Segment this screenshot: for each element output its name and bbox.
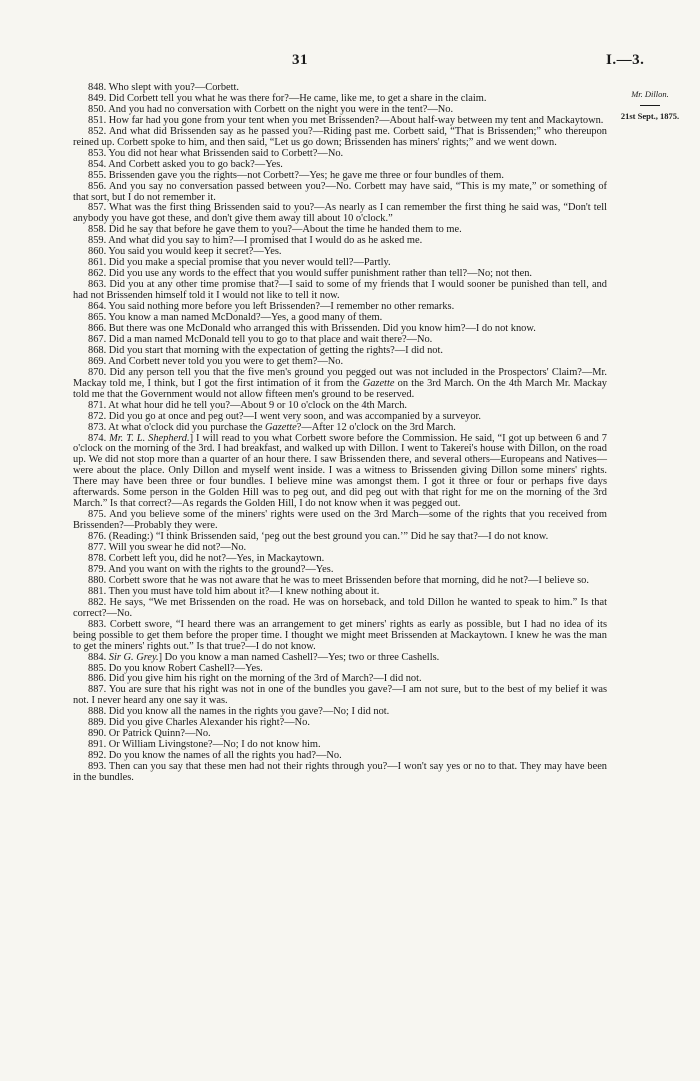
question-answer: 879. And you want on with the rights to the ground?—Yes.: [88, 563, 334, 575]
question-answer: 875. And you believe some of the miners' rights were used on the 3rd March—some of the rights that you received from Brissenden?—Probably they were.: [73, 509, 607, 532]
question-answer: 890. Or Patrick Quinn?—No.: [88, 728, 211, 740]
question-answer: 881. Then you must have told him about it?—I knew nothing about it.: [88, 585, 380, 597]
question-answer: 852. And what did Brissenden say as he passed you?—Riding past me. Corbett said, “That is Brissenden;” who thereupon reined up. Corbett spoke to him, and then said, “Let us go down; Brissenden has miners' rights;” and we went down.: [73, 125, 607, 148]
question-answer: 880. Corbett swore that he was not aware that he was to meet Brissenden before that morning, did he not?—I believe so.: [88, 574, 589, 586]
question-answer: 888. Did you know all the names in the rights you gave?—No; I did not.: [88, 706, 390, 718]
question-answer: 873. At what o'clock did you purchase the Gazette?—After 12 o'clock on the 3rd March.: [88, 421, 456, 433]
margin-rule: [640, 105, 660, 106]
question-answer: 850. And you had no conversation with Corbett on the night you were in the tent?—No.: [88, 103, 454, 115]
question-answer: 856. And you say no conversation passed between you?—No. Corbett may have said, “This is my mate,” or something of that sort, but I do not remember it.: [73, 180, 607, 203]
margin-note: [614, 89, 686, 122]
question-answer: 877. Will you swear he did not?—No.: [88, 542, 247, 554]
question-answer: 854. And Corbett asked you to go back?—Yes.: [88, 158, 283, 170]
minutes-of-evidence: [73, 83, 607, 784]
question-answer: 859. And what did you say to him?—I promised that I would do as he asked me.: [88, 235, 423, 247]
paper-reference: I.—3.: [606, 52, 645, 68]
question-answer: 871. At what hour did he tell you?—About 9 or 10 o'clock on the 4th March.: [88, 399, 408, 411]
question-answer: 885. Do you know Robert Cashell?—Yes.: [88, 662, 263, 674]
question-answer: 893. Then can you say that these men had not their rights through you?—I won't say yes or no to that. They may have been in the bundles.: [73, 761, 607, 784]
question-answer: 865. You know a man named McDonald?—Yes, a good many of them.: [88, 312, 383, 324]
question-answer: 862. Did you use any words to the effect that you would suffer punishment rather than tell?—No; not then.: [88, 268, 533, 280]
question-answer: 863. Did you at any other time promise that?—I said to some of my friends that I would sooner be punished than tell, and had not Brissenden himself told it I would not like to tell it now.: [73, 279, 607, 302]
question-answer: 858. Did he say that before he gave them to you?—About the time he handed them to me.: [88, 224, 462, 236]
question-answer: 860. You said you would keep it secret?—Yes.: [88, 246, 282, 258]
question-answer: 886. Did you give him his right on the morning of the 3rd of March?—I did not.: [88, 673, 422, 685]
question-answer: 884. Sir G. Grey.] Do you know a man named Cashell?—Yes; two or three Cashells.: [88, 651, 440, 663]
question-answer: 889. Did you give Charles Alexander his right?—No.: [88, 717, 310, 729]
question-answer: 861. Did you make a special promise that you never would tell?—Partly.: [88, 257, 391, 269]
question-answer: 851. How far had you gone from your tent when you met Brissenden?—About half-way between my tent and Mackaytown.: [88, 114, 604, 126]
question-answer: 878. Corbett left you, did he not?—Yes, in Mackaytown.: [88, 552, 325, 564]
question-answer: 883. Corbett swore, “I heard there was an arrangement to get miners' rights as early as possible, but I had no idea of its being possible to get them before the proper time. I thought we might meet Brissenden at Mackaytown. I knew he was the man to get the miners' rights out.” Is that true?—I do not know.: [73, 618, 607, 652]
evidence-date: 21st Sept., 1875.: [620, 111, 680, 121]
question-answer: 853. You did not hear what Brissenden said to Corbett?—No.: [88, 147, 344, 159]
question-answer: 891. Or William Livingstone?—No; I do not know him.: [88, 739, 321, 751]
question-answer: 849. Did Corbett tell you what he was there for?—He came, like me, to get a share in the claim.: [88, 92, 487, 104]
question-answer: 876. (Reading:) “I think Brissenden said, ‘peg out the best ground you can.’” Did he say that?—I do not know.: [88, 531, 549, 543]
witness-name: Mr. Dillon.: [631, 89, 669, 99]
question-answer: 870. Did any person tell you that the five men's ground you pegged out was not included in the Prospectors' Claim?—Mr. Mackay told me, I think, but I got the first intimation of it from the Gazette on the 3rd March. On the 4th March Mr. Mackay told me that the Government would not allow fifteen men's ground to be reserved.: [73, 366, 607, 400]
page-header: [0, 52, 700, 70]
page-number: 31: [292, 52, 308, 68]
question-answer: 857. What was the first thing Brissenden said to you?—As nearly as I can remember the first thing he said was, “Don't tell anybody you have got these, and don't give them away till about 10 o'clock.”: [73, 202, 607, 225]
question-answer: 848. Who slept with you?—Corbett.: [88, 82, 240, 93]
question-answer: 874. Mr. T. L. Shepherd.] I will read to you what Corbett swore before the Commission. He said, “I got up between 6 and 7 o'clock on the morning of the 3rd. I had breakfast, and walked up with Dillon. I went to Takerei's house with Dillon, on the road up. We did not stop more than a quarter of an hour there. I saw Brissenden there, and several others—Europeans and Natives—were about the place. Only Dillon and myself went inside. I was a witness to Brissenden giving Dillon some miners' rights. There may have been three or four bundles. I believe mine was amongst them. I got it three or four or perhaps five days afterwards. Some person in the Golden Hill was to peg out, and did peg out with that right for me on the morning of the 3rd March.” Is that correct?—As regards the Golden Hill, I do not know when it was pegged out.: [73, 432, 607, 510]
question-answer: 868. Did you start that morning with the expectation of getting the rights?—I did not.: [88, 344, 443, 356]
question-answer: 892. Do you know the names of all the rights you had?—No.: [88, 750, 342, 762]
question-answer: 872. Did you go at once and peg out?—I went very soon, and was accompanied by a surveyor.: [88, 410, 482, 422]
question-answer: 869. And Corbett never told you you were to get them?—No.: [88, 355, 344, 367]
question-answer: 882. He says, “We met Brissenden on the road. He was on horseback, and told Dillon he wanted to speak to him.” Is that correct?—No.: [73, 596, 607, 619]
question-answer: 855. Brissenden gave you the rights—not Corbett?—Yes; he gave me three or four bundles of them.: [88, 169, 504, 181]
question-answer: 866. But there was one McDonald who arranged this with Brissenden. Did you know him?—I do not know.: [88, 322, 536, 334]
question-answer: 887. You are sure that his right was not in one of the bundles you gave?—I am not sure, but to the best of my belief it was not. I never heard any one say it was.: [73, 684, 607, 707]
question-answer: 867. Did a man named McDonald tell you to go to that place and wait there?—No.: [88, 333, 433, 345]
question-answer: 864. You said nothing more before you left Brissenden?—I remember no other remarks.: [88, 301, 455, 313]
